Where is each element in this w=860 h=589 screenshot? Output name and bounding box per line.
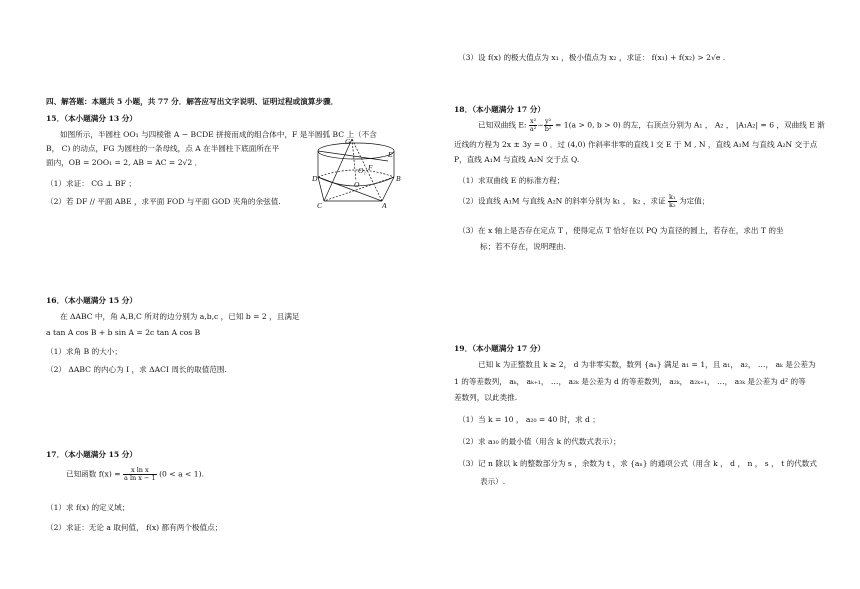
q16-sub-2: （2） ΔABC 的内心为 I ，求 ΔACI 周长的取值范围.: [46, 365, 227, 374]
q19-line-1: 已知 k 为正整数且 k ≥ 2， d 为非零实数，数列 {aₙ} 满足 a₁ = 1，且 a₁， a₂， …， aₖ 是公差为: [478, 360, 816, 369]
right-column: [430, 0, 860, 589]
q19-sub-2: （2）求 a₃₀ 的最小值（用含 k 的代数式表示）；: [458, 437, 621, 446]
q15-geometry-figure: [312, 137, 402, 209]
q18-sub2-den: k₂: [669, 201, 676, 209]
q19-line-3: 差数列，以此类推.: [454, 393, 518, 402]
q17-sub-1: （1）求 f(x) 的定义域；: [46, 503, 130, 512]
fig-label-o: O: [354, 180, 360, 189]
q18-frac2-num: y²: [545, 117, 552, 125]
q18-sub-2: [458, 194, 709, 209]
fig-label-f: F: [368, 163, 373, 172]
q16-line-1: 在 ΔABC 中，角 A,B,C 所对的边分别为 a,b,c ，已知 b = 2 ，且满足: [60, 312, 300, 321]
q16-title: 16．（本小题满分 15 分）: [46, 296, 137, 305]
fig-label-o1: O₁: [358, 166, 367, 175]
q18-frac2-den: b²: [544, 125, 552, 133]
q18-line-2: 近线的方程为 2x ± 3y = 0 ．过 (4,0) 作斜率非零的直线 l 交 E 于 M , N ，直线 A₁M 与直线 A₂N 交于点: [454, 140, 818, 149]
q17-title: 17．（本小题满分 15 分）: [46, 450, 137, 459]
q16-equation: a tan A cos B + b sin A = 2c tan A cos B: [46, 328, 201, 337]
q17-sub-3: （3）设 f(x) 的极大值点为 x₁ ，极小值点为 x₂ ，求证： f(x₁) + f(x₂) > 2√e .: [458, 53, 726, 62]
q18-frac1-den: a²: [529, 125, 537, 133]
fig-label-c: C: [317, 201, 323, 209]
q18-sub2-a: （2）设直线 A₁M 与直线 A₂N 的斜率分别为 k₁ ， k₂ ，求证: [458, 196, 666, 206]
fig-label-g: G: [345, 137, 351, 146]
q17-fraction: [123, 467, 157, 482]
q18-frac-1: [529, 118, 537, 133]
q17-intro: [66, 467, 204, 482]
q17-intro-text: 已知函数 f(x) =: [66, 469, 121, 479]
q18-sub2-num: k₁: [669, 193, 676, 201]
q18-sub-3b: 标；若不存在，说明理由.: [480, 242, 566, 251]
q19-sub-1: （1）当 k = 10 ， a₂₀ = 40 时，求 d ；: [458, 415, 600, 424]
q18-title: 18．（本小题满分 17 分）: [454, 105, 545, 114]
q17-cond: (0 < a < 1).: [159, 469, 205, 479]
q17-frac-num: x ln x: [123, 467, 157, 475]
fig-label-b: B: [396, 174, 401, 183]
q18-frac-2: [544, 118, 553, 133]
q19-sub-3a: （3）记 n 除以 k 的整数部分为 s ，余数为 t ，求 {aₙ} 的通项公式（用含 k ， d ， n ， s ， t 的代数式: [458, 459, 817, 468]
q15-sub-1: （1）求证： CG ⊥ BF ；: [46, 179, 136, 188]
q18-frac1-num: x²: [530, 117, 537, 125]
q15-title: 15．（本小题满分 13 分）: [46, 114, 137, 123]
fig-label-e: E: [388, 150, 393, 159]
q19-line-2: 1 的等差数列， aₖ， aₖ₊₁， …， a₂ₖ 是公差为 d 的等差数列， a₂ₖ， a₂ₖ₊₁， …， a₃ₖ 是公差为 d² 的等: [454, 377, 806, 386]
q18-line-3: P，直线 A₁M 与直线 A₂N 交于点 Q.: [454, 155, 580, 164]
q19-sub-3b: 表示）.: [480, 477, 506, 486]
q18-line1-a: 已知双曲线 E:: [478, 120, 527, 130]
q15-line-1: 如图所示，半圆柱 OO₁ 与四棱锥 A − BCDE 拼接而成的组合体中，F 是半圆弧 BC 上（不含: [60, 130, 377, 139]
q17-sub-2: （2）求证：无论 a 取何值， f(x) 都有两个极值点；: [46, 523, 223, 532]
q18-line1-b: = 1(a > 0, b > 0) 的左，右顶点分别为 A₁ ， A₂ ， |A₁A₂| = 6 ，双曲线 E 渐: [554, 120, 825, 130]
fig-label-d: D: [312, 174, 318, 183]
q17-frac-den: a ln x − 1: [124, 474, 156, 482]
q15-sub-2: （2）若 DF // 平面 ABE ，求平面 FOD 与平面 GOD 夹角的余弦值.: [46, 197, 281, 206]
q15-line-2: B， C) 的动点，FG 为圆柱的一条母线，点 A 在半圆柱下底面所在平: [46, 144, 280, 153]
q15-line-3: 面内，OB = 2OO₁ = 2, AB = AC = 2√2 ．: [46, 158, 203, 167]
q18-sub2-b: 为定值；: [679, 196, 710, 206]
q18-sub-3a: （3）在 x 轴上是否存在定点 T ，使得定点 T 恰好在以 PQ 为直径的圆上，若存在，求出 T 的坐: [458, 226, 784, 235]
q18-sub-1: （1）求双曲线 E 的标准方程；: [458, 176, 565, 185]
q16-sub-1: （1）求角 B 的大小；: [46, 347, 122, 356]
fig-label-a: A: [382, 201, 387, 209]
q18-sub2-frac: [668, 194, 677, 209]
section-header: 四、解答题：本题共 5 小题，共 77 分．解答应写出文字说明、证明过程或演算步骤．: [46, 97, 339, 106]
q18-line-1: 已知双曲线 E: $\frac{\text{x²}}{\text{a²}}$ − $\frac{\text{y²}}{\text{b²}}$ = 1(a > 0, b > 0) 的左，右顶点分别为 A₁ ， A₂ ， |A₁A₂| = 6 ，双曲线 E 渐: [478, 117, 825, 133]
q19-title: 19．（本小题满分 17 分）: [454, 344, 545, 353]
